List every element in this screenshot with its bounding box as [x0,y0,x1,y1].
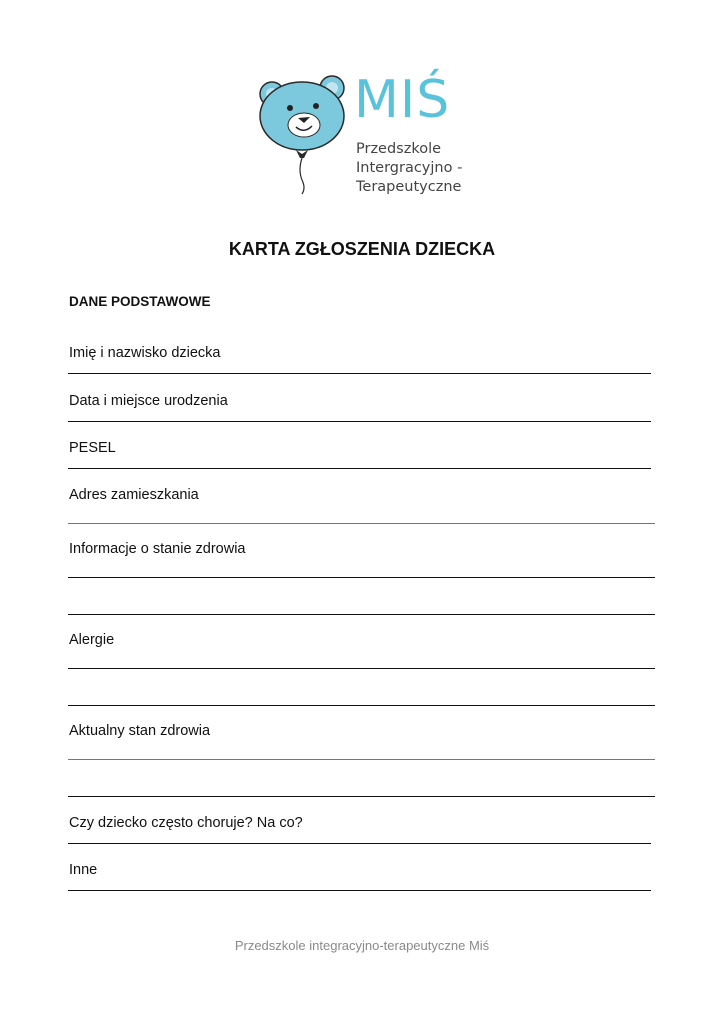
field-label-other: Inne [69,862,98,878]
field-label-often-sick: Czy dziecko często choruje? Na co? [69,815,303,831]
page-footer: Przedszkole integracyjno-terapeutyczne Miś [234,938,490,953]
logo-subtitle-line-3: Terapeutyczne [356,179,462,195]
field-label-allergies: Alergie [69,632,115,648]
field-line-current-health-1[interactable] [68,759,655,760]
kindergarten-logo [252,70,482,200]
field-line-child-name[interactable] [68,373,651,374]
field-line-current-health-2[interactable] [68,796,655,797]
field-label-pesel: PESEL [69,440,116,456]
field-line-allergies-1[interactable] [68,668,655,669]
field-line-address[interactable] [68,523,655,524]
logo-subtitle-line-2: Intergracyjno - [356,160,463,176]
field-line-other[interactable] [68,890,651,891]
field-label-address: Adres zamieszkania [69,487,199,503]
field-line-often-sick[interactable] [68,843,651,844]
field-label-health-info: Informacje o stanie zdrowia [69,541,246,557]
document-title: KARTA ZGŁOSZENIA DZIECKA [228,239,496,259]
field-label-birth-date-place: Data i miejsce urodzenia [69,393,228,409]
field-line-allergies-2[interactable] [68,705,655,706]
field-line-birth-date-place[interactable] [68,421,651,422]
logo-title: MIŚ [354,70,451,130]
field-line-health-info-2[interactable] [68,614,655,615]
logo-subtitle-line-1: Przedszkole [356,141,442,157]
field-label-child-name: Imię i nazwisko dziecka [69,345,221,361]
field-line-health-info-1[interactable] [68,577,655,578]
section-heading: DANE PODSTAWOWE [69,294,211,309]
field-label-current-health: Aktualny stan zdrowia [69,723,211,739]
field-line-pesel[interactable] [68,468,651,469]
teddy-bear-balloon-icon [252,70,352,200]
